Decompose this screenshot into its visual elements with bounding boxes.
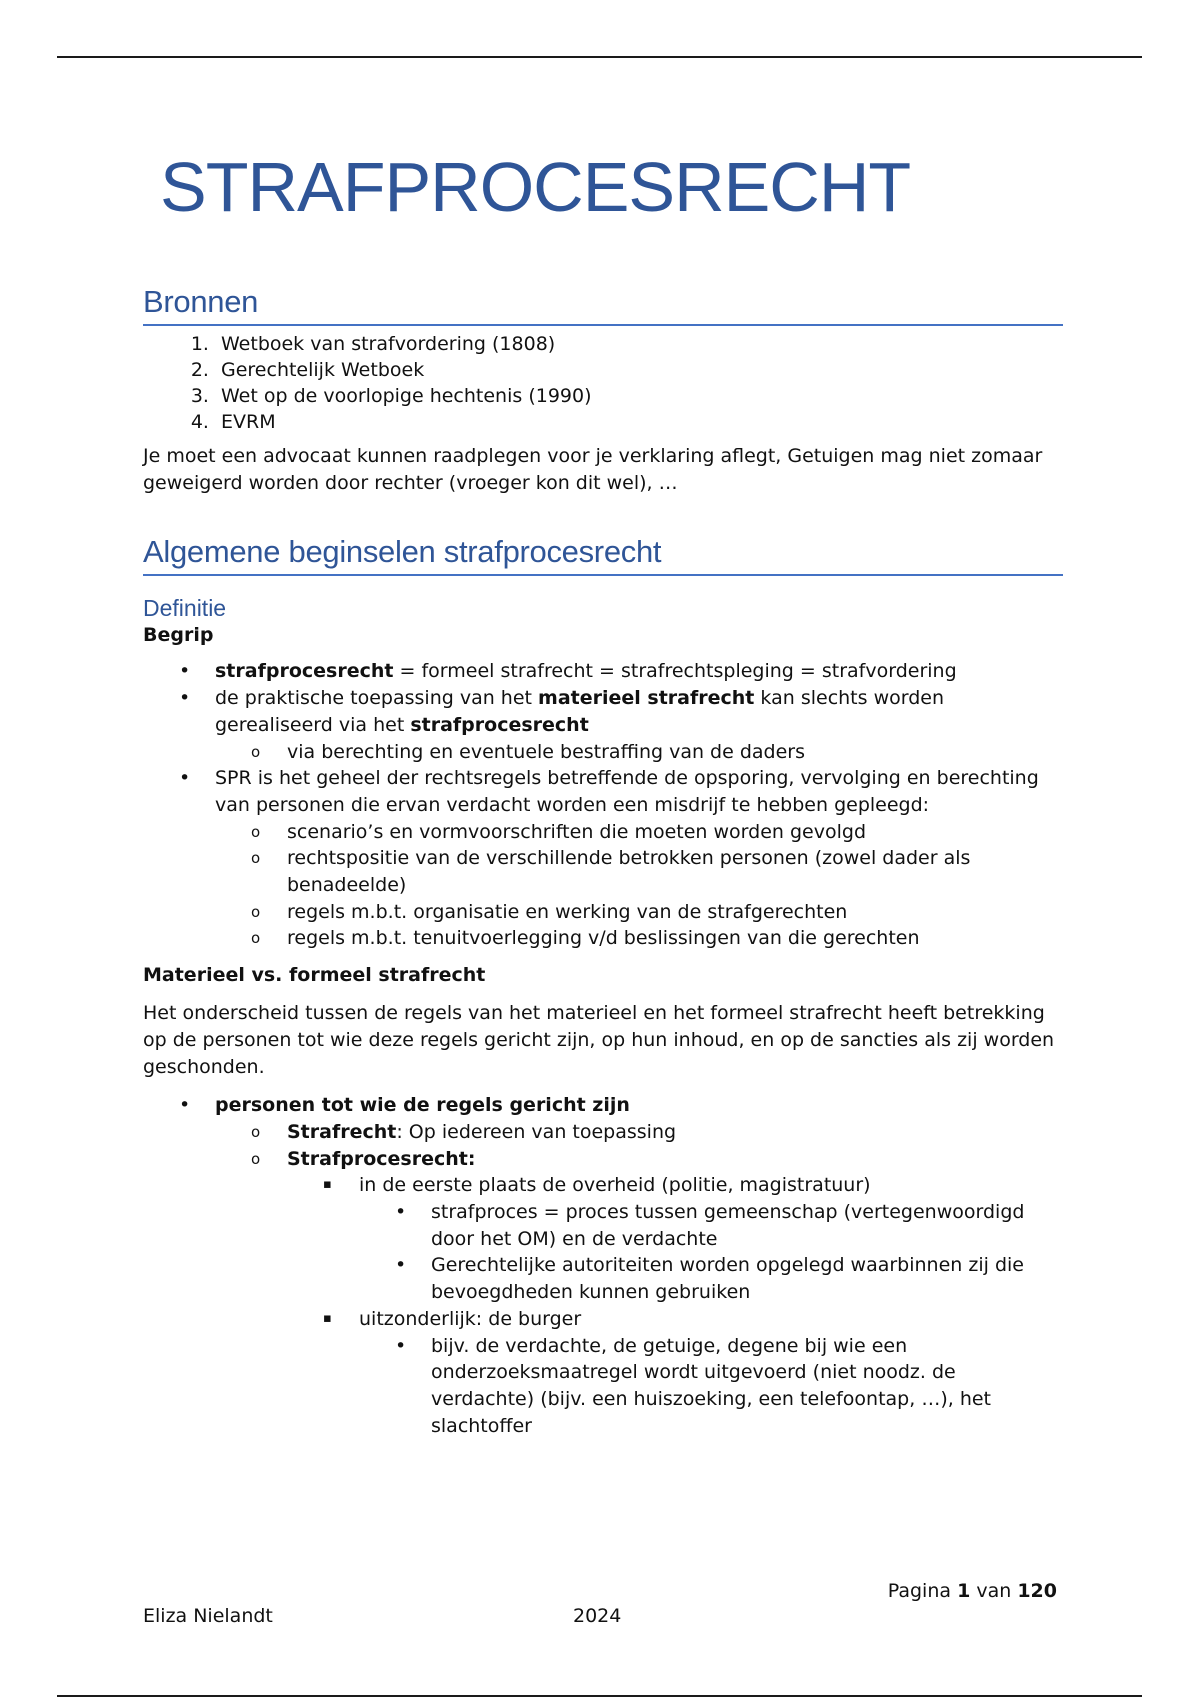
- page-current: 1: [957, 1580, 971, 1602]
- list-text: personen tot wie de regels gericht zijn: [215, 1094, 630, 1117]
- sublist-item: • strafproces = proces tussen gemeenschap (vertegenwoordigd door het OM) en de verdachte: [431, 1199, 1063, 1252]
- sublist: [215, 1119, 1063, 1439]
- sublist-item: o rechtspositie van de verschillende betrokken personen (zowel dader als benadeelde): [287, 845, 1063, 898]
- heading-algemene-beginselen: Algemene beginselen strafprocesrecht: [143, 534, 1063, 576]
- list-item: [215, 1092, 1063, 1439]
- term-strafprocesrecht: Strafprocesrecht:: [287, 1147, 476, 1170]
- list-text: = formeel strafrecht = strafrechtspleging = strafvordering: [393, 660, 957, 683]
- term-strafrecht: Strafrecht: [287, 1120, 397, 1143]
- materieel-paragraph: Het onderscheid tussen de regels van het materieel en het formeel strafrecht heeft betrekking op de personen tot wie deze regels gericht zijn, op hun inhoud, en op de sancties als zij worden geschonden.: [143, 1002, 1055, 1078]
- sublist-item: [287, 1146, 1063, 1440]
- sublist: [215, 819, 1063, 953]
- square-item: [359, 1306, 1063, 1440]
- list-text: in de eerste plaats de overheid (politie, magistratuur): [359, 1174, 871, 1197]
- term-materieel-strafrecht: materieel strafrecht: [538, 687, 755, 710]
- sublist-item: • bijv. de verdachte, de getuige, degene bij wie een onderzoeksmaatregel wordt uitgevoerd (niet noodz. de verdachte) (bijv. een huiszoeking, een telefoontap, …), het slachtoffer: [431, 1333, 1063, 1440]
- bronnen-paragraph: Je moet een advocaat kunnen raadplegen voor je verklaring aflegt, Getuigen mag niet zomaar geweigerd worden door rechter (vroeger kon dit wel), …: [143, 445, 1043, 494]
- term-strafprocesrecht: strafprocesrecht: [215, 660, 394, 683]
- section-algemene-beginselen: [143, 534, 1063, 1439]
- term-strafprocesrecht: strafprocesrecht: [410, 713, 589, 736]
- footer-author: Eliza Nielandt: [143, 1605, 273, 1627]
- sublist: [359, 1199, 1063, 1306]
- list-item: [215, 765, 1063, 952]
- page-number: [888, 1580, 1057, 1602]
- list-text: SPR is het geheel der rechtsregels betreffende de opsporing, vervolging en berechting van personen die ervan verdacht worden een misdrijf te hebben gepleegd:: [215, 767, 1039, 816]
- list-text: uitzonderlijk: de burger: [359, 1307, 582, 1330]
- sublist-item: • Gerechtelijke autoriteiten worden opgelegd waarbinnen zij die bevoegdheden kunnen gebruiken: [431, 1252, 1063, 1305]
- heading-definitie: Definitie: [143, 595, 227, 622]
- sublist: [215, 739, 1063, 766]
- begrip-list: [143, 658, 1063, 952]
- sublist: [359, 1333, 1063, 1440]
- sublist-item: o regels m.b.t. organisatie en werking van de strafgerechten: [287, 899, 1063, 926]
- section-bronnen: [143, 284, 1063, 496]
- header-rule: [57, 56, 1142, 58]
- list-text: kan slechts worden gerealiseerd via het: [215, 687, 945, 736]
- sublist-item: o scenario’s en vormvoorschriften die moeten worden gevolgd: [287, 819, 1063, 846]
- source-item: 4. EVRM: [215, 409, 1063, 435]
- document-title: STRAFPROCESRECHT: [160, 148, 911, 226]
- page-of: van: [976, 1580, 1012, 1602]
- square-list: [287, 1172, 1063, 1439]
- list-text: de praktische toepassing van het: [215, 687, 539, 710]
- page-label: Pagina: [887, 1580, 952, 1602]
- list-text: : Op iedereen van toepassing: [396, 1120, 677, 1143]
- document-body: [143, 284, 1063, 1439]
- sublist-item: o via berechting en eventuele bestraffing van de daders: [287, 739, 1063, 766]
- sublist-item: o regels m.b.t. tenuitvoerlegging v/d beslissingen van die gerechten: [287, 925, 1063, 952]
- source-item: 3. Wet op de voorlopige hechtenis (1990): [215, 383, 1063, 409]
- page-total: 120: [1017, 1580, 1057, 1602]
- materieel-list: [143, 1092, 1063, 1439]
- square-item: [359, 1172, 1063, 1306]
- sources-list: [215, 331, 1063, 435]
- footer-rule: [57, 1695, 1142, 1697]
- heading-bronnen: Bronnen: [143, 284, 1063, 326]
- sublist-item: [287, 1119, 1063, 1146]
- source-item: 1. Wetboek van strafvordering (1808): [215, 331, 1063, 357]
- footer-year: 2024: [573, 1605, 622, 1627]
- heading-materieel-vs-formeel: Materieel vs. formeel strafrecht: [143, 964, 486, 987]
- source-item: 2. Gerechtelijk Wetboek: [215, 357, 1063, 383]
- list-item: [215, 658, 1063, 685]
- list-item: [215, 685, 1063, 765]
- heading-begrip: Begrip: [143, 624, 214, 647]
